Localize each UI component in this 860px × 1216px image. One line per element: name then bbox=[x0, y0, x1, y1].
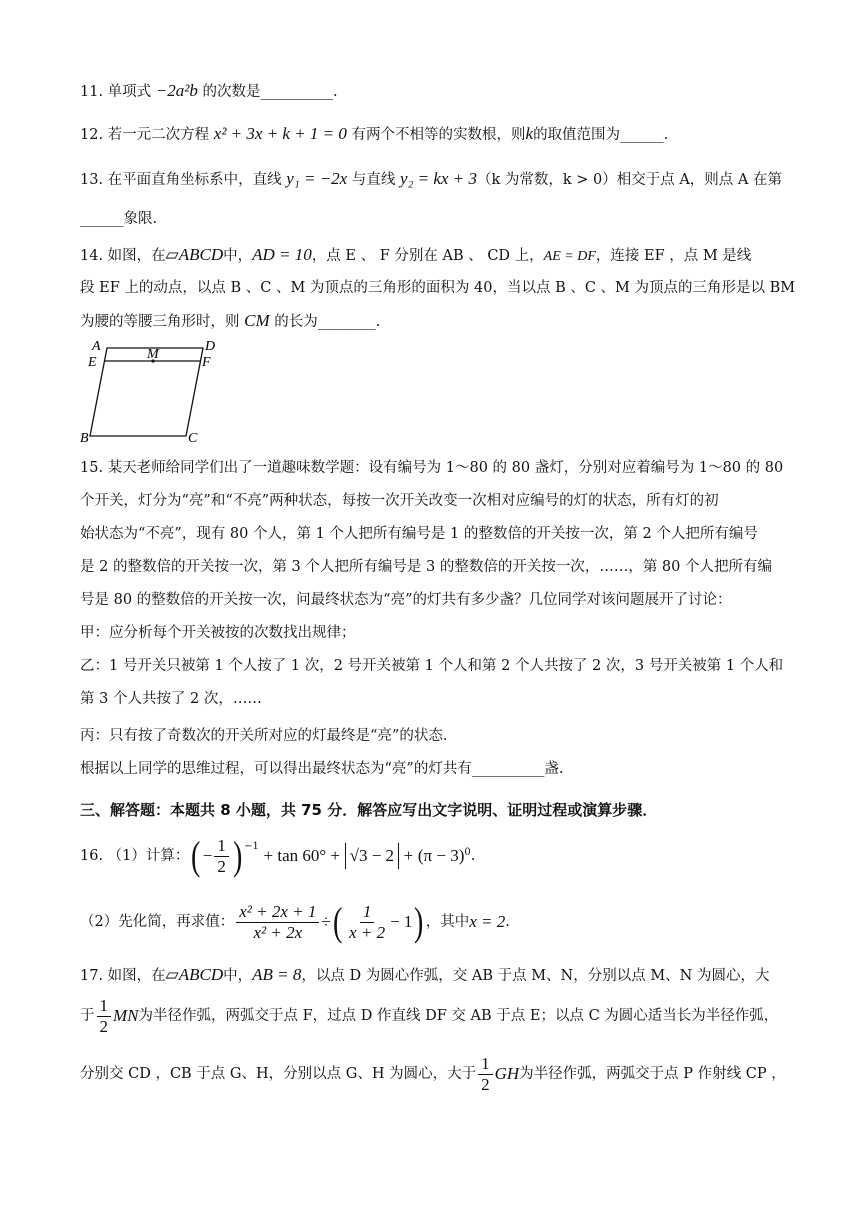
q16-p1-exponent: −1 bbox=[244, 841, 259, 852]
q12-number: 12. bbox=[80, 127, 104, 143]
q17-text-a: 如图，在 bbox=[107, 968, 166, 984]
q14-parallelogram-figure bbox=[78, 334, 228, 446]
q16-p2-inner-fraction bbox=[346, 902, 388, 943]
q14-parallelogram: ▱ABCD bbox=[165, 245, 224, 264]
question-17-line-3 bbox=[80, 1050, 790, 1098]
q16-p1-end: . bbox=[470, 848, 476, 864]
q14-text-c: ，点 E 、 F 分别在 AB 、 CD 上， bbox=[311, 248, 544, 264]
q14-ae-df: AE = DF bbox=[543, 249, 596, 264]
label-e: E bbox=[88, 355, 97, 370]
q17-half-fraction bbox=[97, 996, 112, 1037]
q16-number: 16. bbox=[80, 848, 104, 864]
q16-p2-post: ，其中 bbox=[425, 914, 470, 930]
label-c: C bbox=[188, 431, 198, 446]
label-b: B bbox=[80, 431, 89, 446]
left-paren: ( bbox=[332, 899, 343, 944]
label-f: F bbox=[202, 355, 211, 370]
q17-text-line3a: 分别交 CD ，CB 于点 G、H，分别以点 G、H 为圆心，大于 bbox=[80, 1066, 477, 1082]
q14-text-d: ，连接 EF ，点 M 是线 bbox=[595, 248, 752, 264]
q11-end: . bbox=[332, 84, 338, 100]
q14-text-line3a: 为腰的等腰三角形时，则 bbox=[80, 314, 240, 330]
q16-p1-pi: (π − 3) bbox=[417, 846, 465, 865]
q13-answer-blank: ______ bbox=[80, 211, 124, 227]
fraction-denominator: x + 2 bbox=[349, 922, 386, 942]
left-paren: ( bbox=[191, 833, 201, 878]
question-14-line-2 bbox=[80, 277, 796, 299]
q13-line-y1: y₁ = −2x bbox=[286, 169, 348, 188]
q14-cm: CM bbox=[244, 311, 270, 330]
fraction-denominator: 2 bbox=[217, 856, 226, 876]
section-3-heading: 三、解答题：本题共 8 小题，共 75 分．解答应写出文字说明、证明过程或演算步骤． bbox=[80, 801, 658, 819]
q16-p2-label: （2）先化简，再求值： bbox=[80, 914, 235, 930]
q13-text-mid: 与直线 bbox=[351, 172, 396, 188]
q16-p1-abs: √3 − 2 bbox=[345, 843, 399, 869]
q12-equation: x² + 3x + k + 1 = 0 bbox=[213, 124, 347, 143]
question-13-line-2 bbox=[80, 208, 790, 230]
right-paren: ) bbox=[414, 899, 424, 944]
q17-number: 17. bbox=[80, 968, 104, 984]
q16-p1-minus: − bbox=[202, 846, 213, 865]
q12-end: . bbox=[663, 127, 669, 143]
question-16-part-1 bbox=[80, 832, 790, 880]
q13-line-y2: y₂ = kx + 3 bbox=[399, 169, 477, 188]
question-13-line-1 bbox=[80, 168, 790, 191]
q15-line-5: 号是 80 的整数倍的开关按一次，问最终状态为“亮”的灯共有多少盏？几位同学对该问题展开了讨论： bbox=[80, 592, 732, 608]
q14-answer-blank: ________ bbox=[317, 314, 376, 330]
q15-line-1: 15. 某天老师给同学们出了一道趣味数学题：设有编号为 1～80 的 80 盏灯，分别对应着编号为 1～80 的 80 bbox=[80, 460, 784, 476]
fraction-numerator: 1 bbox=[360, 902, 375, 923]
question-17-line-2 bbox=[80, 992, 790, 1040]
q15-line-10: 根据以上同学的思维过程，可以得出最终状态为“亮”的灯共有__________盏. bbox=[80, 761, 564, 777]
q13-number: 13. bbox=[80, 172, 104, 188]
q14-ad: AD = 10 bbox=[252, 245, 312, 264]
q17-mn: MN bbox=[113, 1006, 139, 1025]
q11-number: 11. bbox=[80, 84, 104, 100]
q12-text-pre: 若一元二次方程 bbox=[107, 127, 210, 143]
right-paren: ) bbox=[232, 833, 243, 878]
q15-line-9: 丙：只有按了奇数次的开关所对应的灯最终是“亮”的状态. bbox=[80, 728, 448, 744]
q16-p2-x-value: x = 2 bbox=[469, 912, 506, 931]
q15-line-2: 个开关，灯分为“亮”和“不亮”两种状态，每按一次开关改变一次相对应编号的灯的状态，所有灯的初 bbox=[80, 493, 719, 509]
q17-text-line3b: 为半径作弧，两弧交于点 P 作射线 CP ， bbox=[519, 1066, 786, 1082]
q12-answer-blank: ______ bbox=[620, 127, 664, 143]
q12-text-post: 的取值范围为 bbox=[533, 127, 621, 143]
question-14-line-3 bbox=[80, 310, 790, 333]
fraction-denominator: 2 bbox=[99, 1016, 108, 1036]
q16-p2-fraction bbox=[236, 902, 319, 943]
fraction-numerator: x² + 2x + 1 bbox=[236, 902, 319, 923]
q13-condition: （k 为常数，k > 0）相交于点 A，则点 A 在第 bbox=[476, 172, 782, 188]
q17-half-fraction-2 bbox=[478, 1054, 493, 1095]
q17-text-b: 中， bbox=[223, 968, 253, 984]
q13-text: 在平面直角坐标系中，直线 bbox=[107, 172, 282, 188]
question-12 bbox=[80, 123, 790, 146]
fraction-denominator: x² + 2x bbox=[253, 922, 303, 942]
q15-line-6: 甲：应分析每个开关被按的次数找出规律； bbox=[80, 625, 356, 641]
q17-parallelogram: ▱ABCD bbox=[165, 965, 224, 984]
q11-text-post: 的次数是 bbox=[202, 84, 261, 100]
q16-p1-plus: + bbox=[403, 846, 414, 865]
q16-p1-fraction bbox=[214, 836, 229, 877]
q16-p2-minus-one: − 1 bbox=[390, 912, 413, 931]
q14-text-line2: 段 EF 上的动点，以点 B 、C 、M 为顶点的三角形的面积为 40，当以点 B 、C 、M 为顶点的三角形是以 BM bbox=[80, 280, 796, 296]
q17-text-line2a: 于 bbox=[80, 1008, 95, 1024]
label-a: A bbox=[92, 339, 101, 354]
q14-end: . bbox=[375, 314, 381, 330]
q16-p2-end: . bbox=[505, 914, 510, 930]
q11-expression: −2a²b bbox=[155, 81, 198, 100]
q16-p1-exp0: 0 bbox=[464, 847, 471, 858]
q15-line-7: 乙：1 号开关只被第 1 个人按了 1 次，2 号开关被第 1 个人和第 2 个人共按了 2 次，3 号开关被第 1 个人和 bbox=[80, 658, 784, 674]
question-16-part-2 bbox=[80, 896, 790, 948]
q11-answer-blank: __________ bbox=[260, 84, 333, 100]
label-m: M bbox=[147, 347, 159, 362]
q11-text-pre: 单项式 bbox=[107, 84, 152, 100]
q12-text-mid: 有两个不相等的实数根，则 bbox=[351, 127, 526, 143]
fraction-denominator: 2 bbox=[481, 1074, 490, 1094]
q14-text-a: 如图，在 bbox=[107, 248, 166, 264]
q16-p1-label: （1）计算： bbox=[107, 848, 190, 864]
q16-p2-divide: ÷ bbox=[321, 912, 331, 931]
q15-line-8: 第 3 个人共按了 2 次，…… bbox=[80, 691, 262, 707]
q17-ab: AB = 8 bbox=[252, 965, 302, 984]
q13-text-end: 象限. bbox=[123, 211, 158, 227]
q14-text-line3b: 的长为 bbox=[274, 314, 318, 330]
fraction-numerator: 1 bbox=[214, 836, 229, 857]
fraction-numerator: 1 bbox=[97, 996, 112, 1017]
q12-k: k bbox=[525, 124, 534, 143]
question-11 bbox=[80, 80, 790, 103]
q14-number: 14. bbox=[80, 248, 104, 264]
q15-line-3: 始状态为“不亮”，现有 80 个人，第 1 个人把所有编号是 1 的整数倍的开关按一次，第 2 个人把所有编号 bbox=[80, 526, 758, 542]
q17-text-line2b: 为半径作弧，两弧交于点 F，过点 D 作直线 DF 交 AB 于点 E；以点 C 为圆心适当长为半径作弧， bbox=[138, 1008, 779, 1024]
question-14-line-1 bbox=[80, 244, 790, 268]
question-17-line-1 bbox=[80, 964, 790, 987]
fraction-numerator: 1 bbox=[478, 1054, 493, 1075]
q16-p1-tan: + tan 60° + bbox=[263, 846, 341, 865]
label-d: D bbox=[205, 339, 216, 354]
q17-text-c: ，以点 D 为圆心作弧，交 AB 于点 M、N，分别以点 M、N 为圆心，大 bbox=[301, 968, 770, 984]
q17-gh: GH bbox=[494, 1064, 520, 1083]
q14-text-b: 中， bbox=[223, 248, 253, 264]
q15-line-4: 是 2 的整数倍的开关按一次，第 3 个人把所有编号是 3 的整数倍的开关按一次，……，第 80 个人把所有编 bbox=[80, 559, 772, 575]
